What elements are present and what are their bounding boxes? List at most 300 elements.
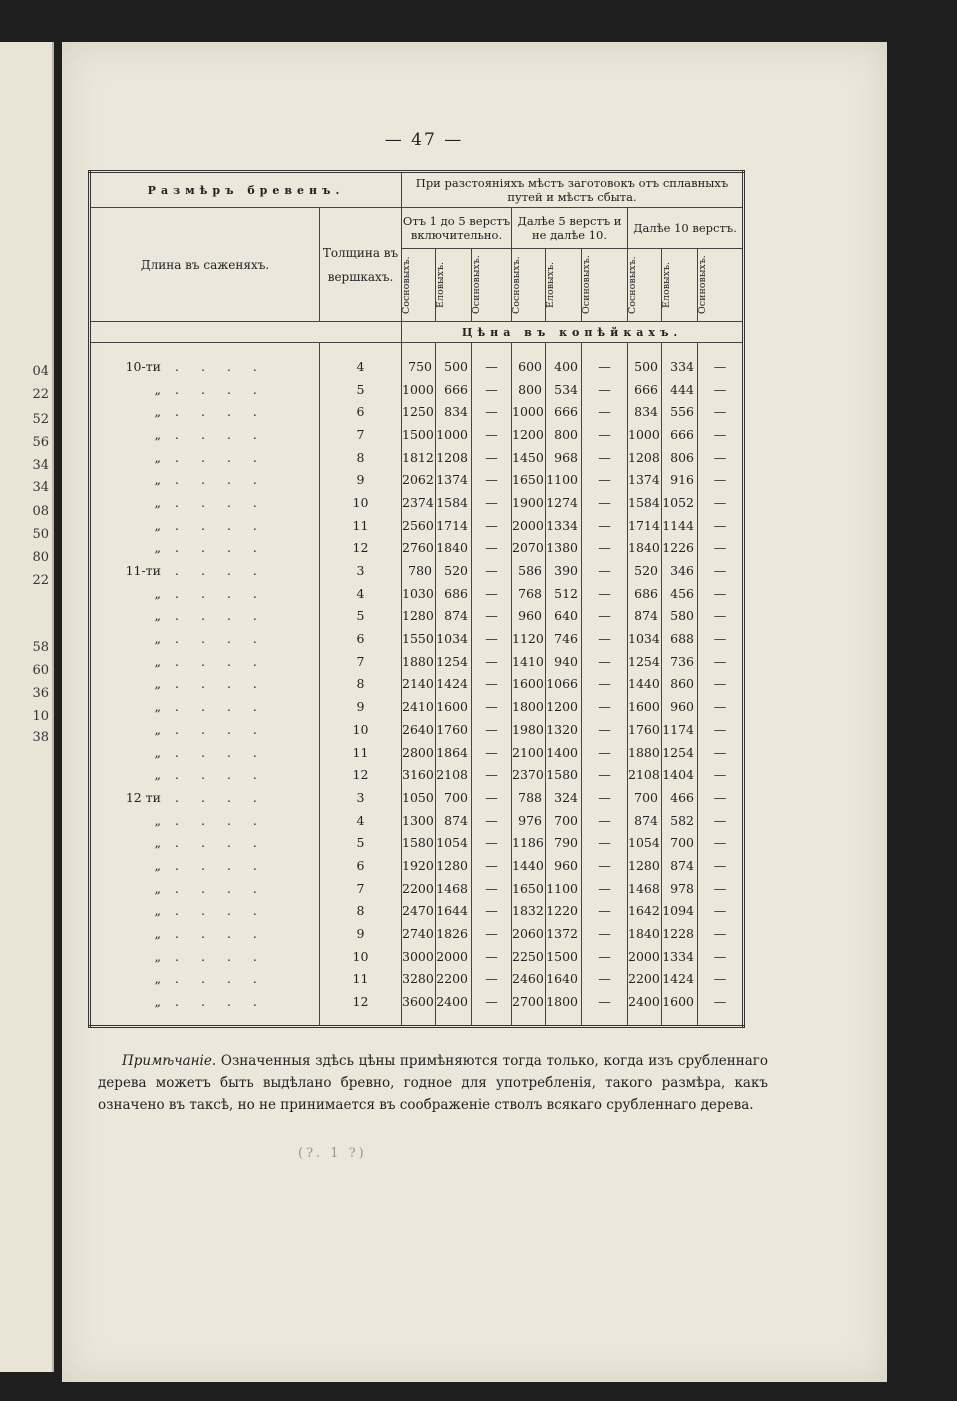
price-cell: 968	[546, 446, 582, 469]
size-title: Размѣръ бревенъ.	[147, 183, 345, 197]
species-header: Еловыхъ.	[662, 249, 698, 322]
leader-dots: ....	[175, 585, 279, 601]
price-cell: —	[698, 582, 744, 605]
note	[98, 1050, 768, 1116]
length-value: 10-ти	[125, 358, 161, 374]
length-value: „	[154, 903, 161, 919]
price-cell: —	[698, 491, 744, 514]
table-row	[90, 559, 744, 582]
price-cell: —	[472, 968, 512, 991]
price-cell: —	[698, 537, 744, 560]
price-cell: —	[698, 900, 744, 923]
leader-dots: ....	[175, 699, 279, 715]
table-row	[90, 854, 744, 877]
price-cell: 1034	[628, 627, 662, 650]
price-cell: 916	[662, 468, 698, 491]
price-cell: 1832	[512, 900, 546, 923]
thickness-cell: 9	[320, 695, 402, 718]
price-cell: —	[582, 423, 628, 446]
price-cell: 1880	[402, 650, 436, 673]
price-cell: 960	[512, 605, 546, 628]
price-cell: 780	[402, 559, 436, 582]
price-cell: 1864	[436, 741, 472, 764]
price-cell: 1280	[402, 605, 436, 628]
price-cell: 1800	[512, 695, 546, 718]
price-cell: 1000	[628, 423, 662, 446]
price-cell: —	[582, 343, 628, 378]
price-cell: 3160	[402, 763, 436, 786]
length-cell	[90, 718, 320, 741]
price-cell: —	[472, 763, 512, 786]
price-cell: 500	[436, 343, 472, 378]
thickness-cell: 5	[320, 605, 402, 628]
price-cell: 2640	[402, 718, 436, 741]
table-row	[90, 423, 744, 446]
length-value: „	[154, 767, 161, 783]
faint-marks: (?. 1 ?)	[298, 1146, 367, 1161]
price-cell: 456	[662, 582, 698, 605]
thickness-cell: 6	[320, 400, 402, 423]
price-cell: —	[698, 831, 744, 854]
leader-dots: ....	[175, 857, 279, 873]
length-cell	[90, 650, 320, 673]
length-value: „	[154, 404, 161, 420]
leader-dots: ....	[175, 744, 279, 760]
price-cell: 1650	[512, 877, 546, 900]
price-cell: 2400	[628, 990, 662, 1026]
price-cell: —	[698, 763, 744, 786]
length-value: „	[154, 994, 161, 1010]
price-cell: —	[698, 695, 744, 718]
price-cell: —	[582, 491, 628, 514]
leader-dots: ....	[175, 721, 279, 737]
leader-dots: ....	[175, 404, 279, 420]
length-cell	[90, 400, 320, 423]
table-row	[90, 900, 744, 923]
thickness-cell: 6	[320, 627, 402, 650]
price-cell: —	[472, 718, 512, 741]
table-row	[90, 990, 744, 1026]
thickness-cell: 4	[320, 582, 402, 605]
price-cell: 2800	[402, 741, 436, 764]
price-cell: —	[582, 786, 628, 809]
length-value: „	[154, 812, 161, 828]
price-cell: 1228	[662, 922, 698, 945]
length-value: „	[154, 699, 161, 715]
price-cell: —	[698, 809, 744, 832]
price-cell: 600	[512, 343, 546, 378]
leader-dots: ....	[175, 948, 279, 964]
length-cell	[90, 605, 320, 628]
price-cell: 1424	[662, 968, 698, 991]
length-cell	[90, 673, 320, 696]
price-cell: 788	[512, 786, 546, 809]
price-cell: —	[582, 763, 628, 786]
thickness-cell: 12	[320, 537, 402, 560]
length-value: „	[154, 744, 161, 760]
price-cell: 666	[662, 423, 698, 446]
species-header: Осиновыхъ.	[582, 249, 628, 322]
price-cell: —	[472, 831, 512, 854]
price-cell: —	[472, 582, 512, 605]
price-cell: 390	[546, 559, 582, 582]
length-value: „	[154, 676, 161, 692]
price-cell: 834	[436, 400, 472, 423]
leader-dots: ....	[175, 971, 279, 987]
price-cell: 1374	[436, 468, 472, 491]
price-cell: —	[698, 514, 744, 537]
table-row	[90, 809, 744, 832]
price-cell: 976	[512, 809, 546, 832]
length-cell	[90, 537, 320, 560]
price-cell: 2700	[512, 990, 546, 1026]
leader-dots: ....	[175, 631, 279, 647]
price-cell: 1200	[546, 695, 582, 718]
price-cell: —	[582, 945, 628, 968]
left-page-edge	[0, 42, 54, 1372]
left-page-fragment: 34	[32, 458, 49, 473]
price-cell: 1812	[402, 446, 436, 469]
price-cell: 1100	[546, 468, 582, 491]
price-cell: 686	[628, 582, 662, 605]
thickness-cell: 12	[320, 763, 402, 786]
price-cell: 666	[436, 378, 472, 401]
length-cell	[90, 582, 320, 605]
price-cell: 1600	[512, 673, 546, 696]
price-cell: 2560	[402, 514, 436, 537]
price-cell: 466	[662, 786, 698, 809]
thickness-cell: 5	[320, 378, 402, 401]
price-cell: —	[698, 400, 744, 423]
table-row	[90, 491, 744, 514]
price-cell: —	[698, 922, 744, 945]
price-cell: 746	[546, 627, 582, 650]
price-cell: —	[472, 400, 512, 423]
price-cell: 2200	[436, 968, 472, 991]
price-cell: 1034	[436, 627, 472, 650]
price-cell: 1920	[402, 854, 436, 877]
price-cell: 2400	[436, 990, 472, 1026]
table-row	[90, 446, 744, 469]
leader-dots: ....	[175, 381, 279, 397]
length-cell	[90, 945, 320, 968]
price-cell: 700	[436, 786, 472, 809]
price-cell: 586	[512, 559, 546, 582]
price-cell: 700	[662, 831, 698, 854]
price-cell: 1600	[436, 695, 472, 718]
price-cell: 1380	[546, 537, 582, 560]
thickness-cell: 7	[320, 650, 402, 673]
price-cell: 1254	[436, 650, 472, 673]
price-cell: —	[472, 854, 512, 877]
table-row	[90, 718, 744, 741]
price-cell: 1400	[546, 741, 582, 764]
species-header: Сосновыхъ.	[512, 249, 546, 322]
price-cell: —	[472, 809, 512, 832]
table-row	[90, 945, 744, 968]
length-cell	[90, 809, 320, 832]
price-cell: —	[472, 945, 512, 968]
price-cell: —	[698, 990, 744, 1026]
price-cell: —	[582, 446, 628, 469]
species-header: Еловыхъ.	[436, 249, 472, 322]
price-cell: —	[472, 877, 512, 900]
price-cell: 834	[628, 400, 662, 423]
thickness-cell: 6	[320, 854, 402, 877]
price-cell: 1424	[436, 673, 472, 696]
leader-dots: ....	[175, 789, 279, 805]
price-cell: 1374	[628, 468, 662, 491]
price-header: Цѣна въ копѣйкахъ.	[461, 325, 683, 339]
price-cell: 1600	[628, 695, 662, 718]
left-page-fragment: 36	[32, 686, 49, 701]
price-cell: 3280	[402, 968, 436, 991]
thickness-cell: 4	[320, 809, 402, 832]
length-cell	[90, 854, 320, 877]
species-header: Сосновыхъ.	[628, 249, 662, 322]
price-cell: 1226	[662, 537, 698, 560]
thickness-cell: 3	[320, 559, 402, 582]
price-cell: 1644	[436, 900, 472, 923]
table-row	[90, 582, 744, 605]
price-cell: 960	[546, 854, 582, 877]
price-cell: 1826	[436, 922, 472, 945]
leader-dots: ....	[175, 994, 279, 1010]
price-cell: 3600	[402, 990, 436, 1026]
thickness-cell: 11	[320, 968, 402, 991]
price-cell: —	[472, 468, 512, 491]
table-body	[90, 343, 744, 1027]
length-cell	[90, 990, 320, 1026]
price-cell: 1600	[662, 990, 698, 1026]
price-cell: 1840	[628, 922, 662, 945]
leader-dots: ....	[175, 494, 279, 510]
price-cell: 1642	[628, 900, 662, 923]
price-cell: —	[698, 877, 744, 900]
length-cell	[90, 423, 320, 446]
thickness-cell: 9	[320, 468, 402, 491]
price-cell: 1840	[436, 537, 472, 560]
leader-dots: ....	[175, 835, 279, 851]
price-cell: —	[582, 400, 628, 423]
price-cell: 806	[662, 446, 698, 469]
price-cell: 1450	[512, 446, 546, 469]
thickness-cell: 8	[320, 900, 402, 923]
price-cell: —	[472, 900, 512, 923]
price-cell: 874	[436, 809, 472, 832]
price-cell: 2100	[512, 741, 546, 764]
length-value: „	[154, 926, 161, 942]
thickness-cell: 7	[320, 423, 402, 446]
thickness-cell: 3	[320, 786, 402, 809]
leader-dots: ....	[175, 767, 279, 783]
length-value: „	[154, 381, 161, 397]
length-cell	[90, 695, 320, 718]
length-value: „	[154, 948, 161, 964]
price-cell: —	[698, 650, 744, 673]
price-cell: 1100	[546, 877, 582, 900]
price-cell: 2070	[512, 537, 546, 560]
price-cell: —	[472, 627, 512, 650]
thickness-cell: 10	[320, 945, 402, 968]
price-cell: 1120	[512, 627, 546, 650]
price-cell: 960	[662, 695, 698, 718]
price-cell: 688	[662, 627, 698, 650]
length-value: „	[154, 540, 161, 556]
price-cell: 1030	[402, 582, 436, 605]
price-cell: —	[582, 809, 628, 832]
length-value: 12 ти	[125, 789, 161, 805]
species-header: Сосновыхъ.	[402, 249, 436, 322]
price-cell: 768	[512, 582, 546, 605]
table-row	[90, 378, 744, 401]
left-page-fragment: 10	[32, 709, 49, 724]
price-cell: 2760	[402, 537, 436, 560]
price-cell: —	[472, 741, 512, 764]
price-cell: 874	[436, 605, 472, 628]
price-cell: —	[582, 831, 628, 854]
price-cell: —	[698, 673, 744, 696]
price-table-wrap	[88, 170, 742, 1028]
price-cell: 444	[662, 378, 698, 401]
price-cell: —	[582, 650, 628, 673]
left-page-fragment: 08	[32, 504, 49, 519]
price-cell: 874	[662, 854, 698, 877]
page-number: — 47 —	[384, 130, 464, 150]
price-cell: 2470	[402, 900, 436, 923]
price-cell: —	[582, 990, 628, 1026]
price-cell: 2000	[628, 945, 662, 968]
length-cell	[90, 446, 320, 469]
left-page-fragment: 22	[32, 573, 49, 588]
price-cell: 334	[662, 343, 698, 378]
document-page	[62, 42, 887, 1382]
length-value: „	[154, 426, 161, 442]
leader-dots: ....	[175, 653, 279, 669]
price-cell: 1054	[436, 831, 472, 854]
species-header: Осиновыхъ.	[472, 249, 512, 322]
price-cell: 750	[402, 343, 436, 378]
table-row	[90, 650, 744, 673]
table-row	[90, 786, 744, 809]
table-row	[90, 673, 744, 696]
price-cell: 1760	[436, 718, 472, 741]
leader-dots: ....	[175, 358, 279, 374]
price-cell: 736	[662, 650, 698, 673]
price-cell: 1254	[662, 741, 698, 764]
size-title-cell	[90, 172, 402, 208]
table-row	[90, 537, 744, 560]
thickness-cell: 11	[320, 514, 402, 537]
price-cell: —	[582, 627, 628, 650]
table-row	[90, 831, 744, 854]
thickness-cell: 8	[320, 446, 402, 469]
price-cell: 2000	[512, 514, 546, 537]
price-cell: —	[698, 468, 744, 491]
price-cell: 1050	[402, 786, 436, 809]
price-cell: —	[582, 741, 628, 764]
leader-dots: ....	[175, 563, 279, 579]
price-cell: —	[698, 786, 744, 809]
price-cell: —	[582, 922, 628, 945]
price-cell: 580	[662, 605, 698, 628]
price-cell: 1440	[512, 854, 546, 877]
price-cell: 2370	[512, 763, 546, 786]
leader-dots: ....	[175, 676, 279, 692]
price-cell: 1144	[662, 514, 698, 537]
price-cell: 1220	[546, 900, 582, 923]
price-cell: 1052	[662, 491, 698, 514]
price-cell: —	[582, 877, 628, 900]
length-value: „	[154, 585, 161, 601]
thickness-cell: 8	[320, 673, 402, 696]
price-cell: 1500	[546, 945, 582, 968]
left-page-fragment: 60	[32, 663, 49, 678]
price-cell: 1640	[546, 968, 582, 991]
leader-dots: ....	[175, 449, 279, 465]
price-cell: 1200	[512, 423, 546, 446]
price-cell: 2140	[402, 673, 436, 696]
price-cell: 1066	[546, 673, 582, 696]
price-cell: 520	[628, 559, 662, 582]
length-value: „	[154, 631, 161, 647]
price-cell: 556	[662, 400, 698, 423]
left-page-fragment: 04	[32, 364, 49, 379]
price-cell: 2108	[436, 763, 472, 786]
price-cell: —	[698, 627, 744, 650]
price-cell: 874	[628, 809, 662, 832]
price-cell: 2108	[628, 763, 662, 786]
price-cell: 2200	[628, 968, 662, 991]
thickness-cell: 5	[320, 831, 402, 854]
note-label: Примѣчаніе.	[122, 1053, 217, 1069]
left-page-fragment: 52	[32, 412, 49, 427]
price-cell: 1880	[628, 741, 662, 764]
price-cell: 700	[546, 809, 582, 832]
price-cell: 978	[662, 877, 698, 900]
length-cell	[90, 968, 320, 991]
table-row	[90, 741, 744, 764]
price-cell: 1094	[662, 900, 698, 923]
length-value: „	[154, 857, 161, 873]
length-header: Длина въ саженяхъ.	[90, 208, 320, 322]
price-cell: —	[472, 423, 512, 446]
price-cell: 324	[546, 786, 582, 809]
price-cell: —	[472, 650, 512, 673]
price-cell: 1900	[512, 491, 546, 514]
price-cell: 500	[628, 343, 662, 378]
price-cell: 1334	[662, 945, 698, 968]
length-value: „	[154, 494, 161, 510]
length-cell	[90, 514, 320, 537]
price-cell: 1714	[628, 514, 662, 537]
price-cell: 640	[546, 605, 582, 628]
price-cell: 534	[546, 378, 582, 401]
price-cell: —	[472, 786, 512, 809]
price-cell: 2410	[402, 695, 436, 718]
price-cell: 1054	[628, 831, 662, 854]
length-cell	[90, 741, 320, 764]
price-cell: —	[582, 378, 628, 401]
group-header-1: Отъ 1 до 5 верстъ включительно.	[402, 208, 512, 249]
price-cell: 1760	[628, 718, 662, 741]
price-cell: 1320	[546, 718, 582, 741]
distance-title: При разстояніяхъ мѣстъ заготовокъ отъ сплавныхъ путей и мѣстъ сбыта.	[402, 172, 744, 208]
leader-dots: ....	[175, 926, 279, 942]
left-page-fragment: 58	[32, 640, 49, 655]
thickness-cell: 10	[320, 718, 402, 741]
table-row	[90, 695, 744, 718]
